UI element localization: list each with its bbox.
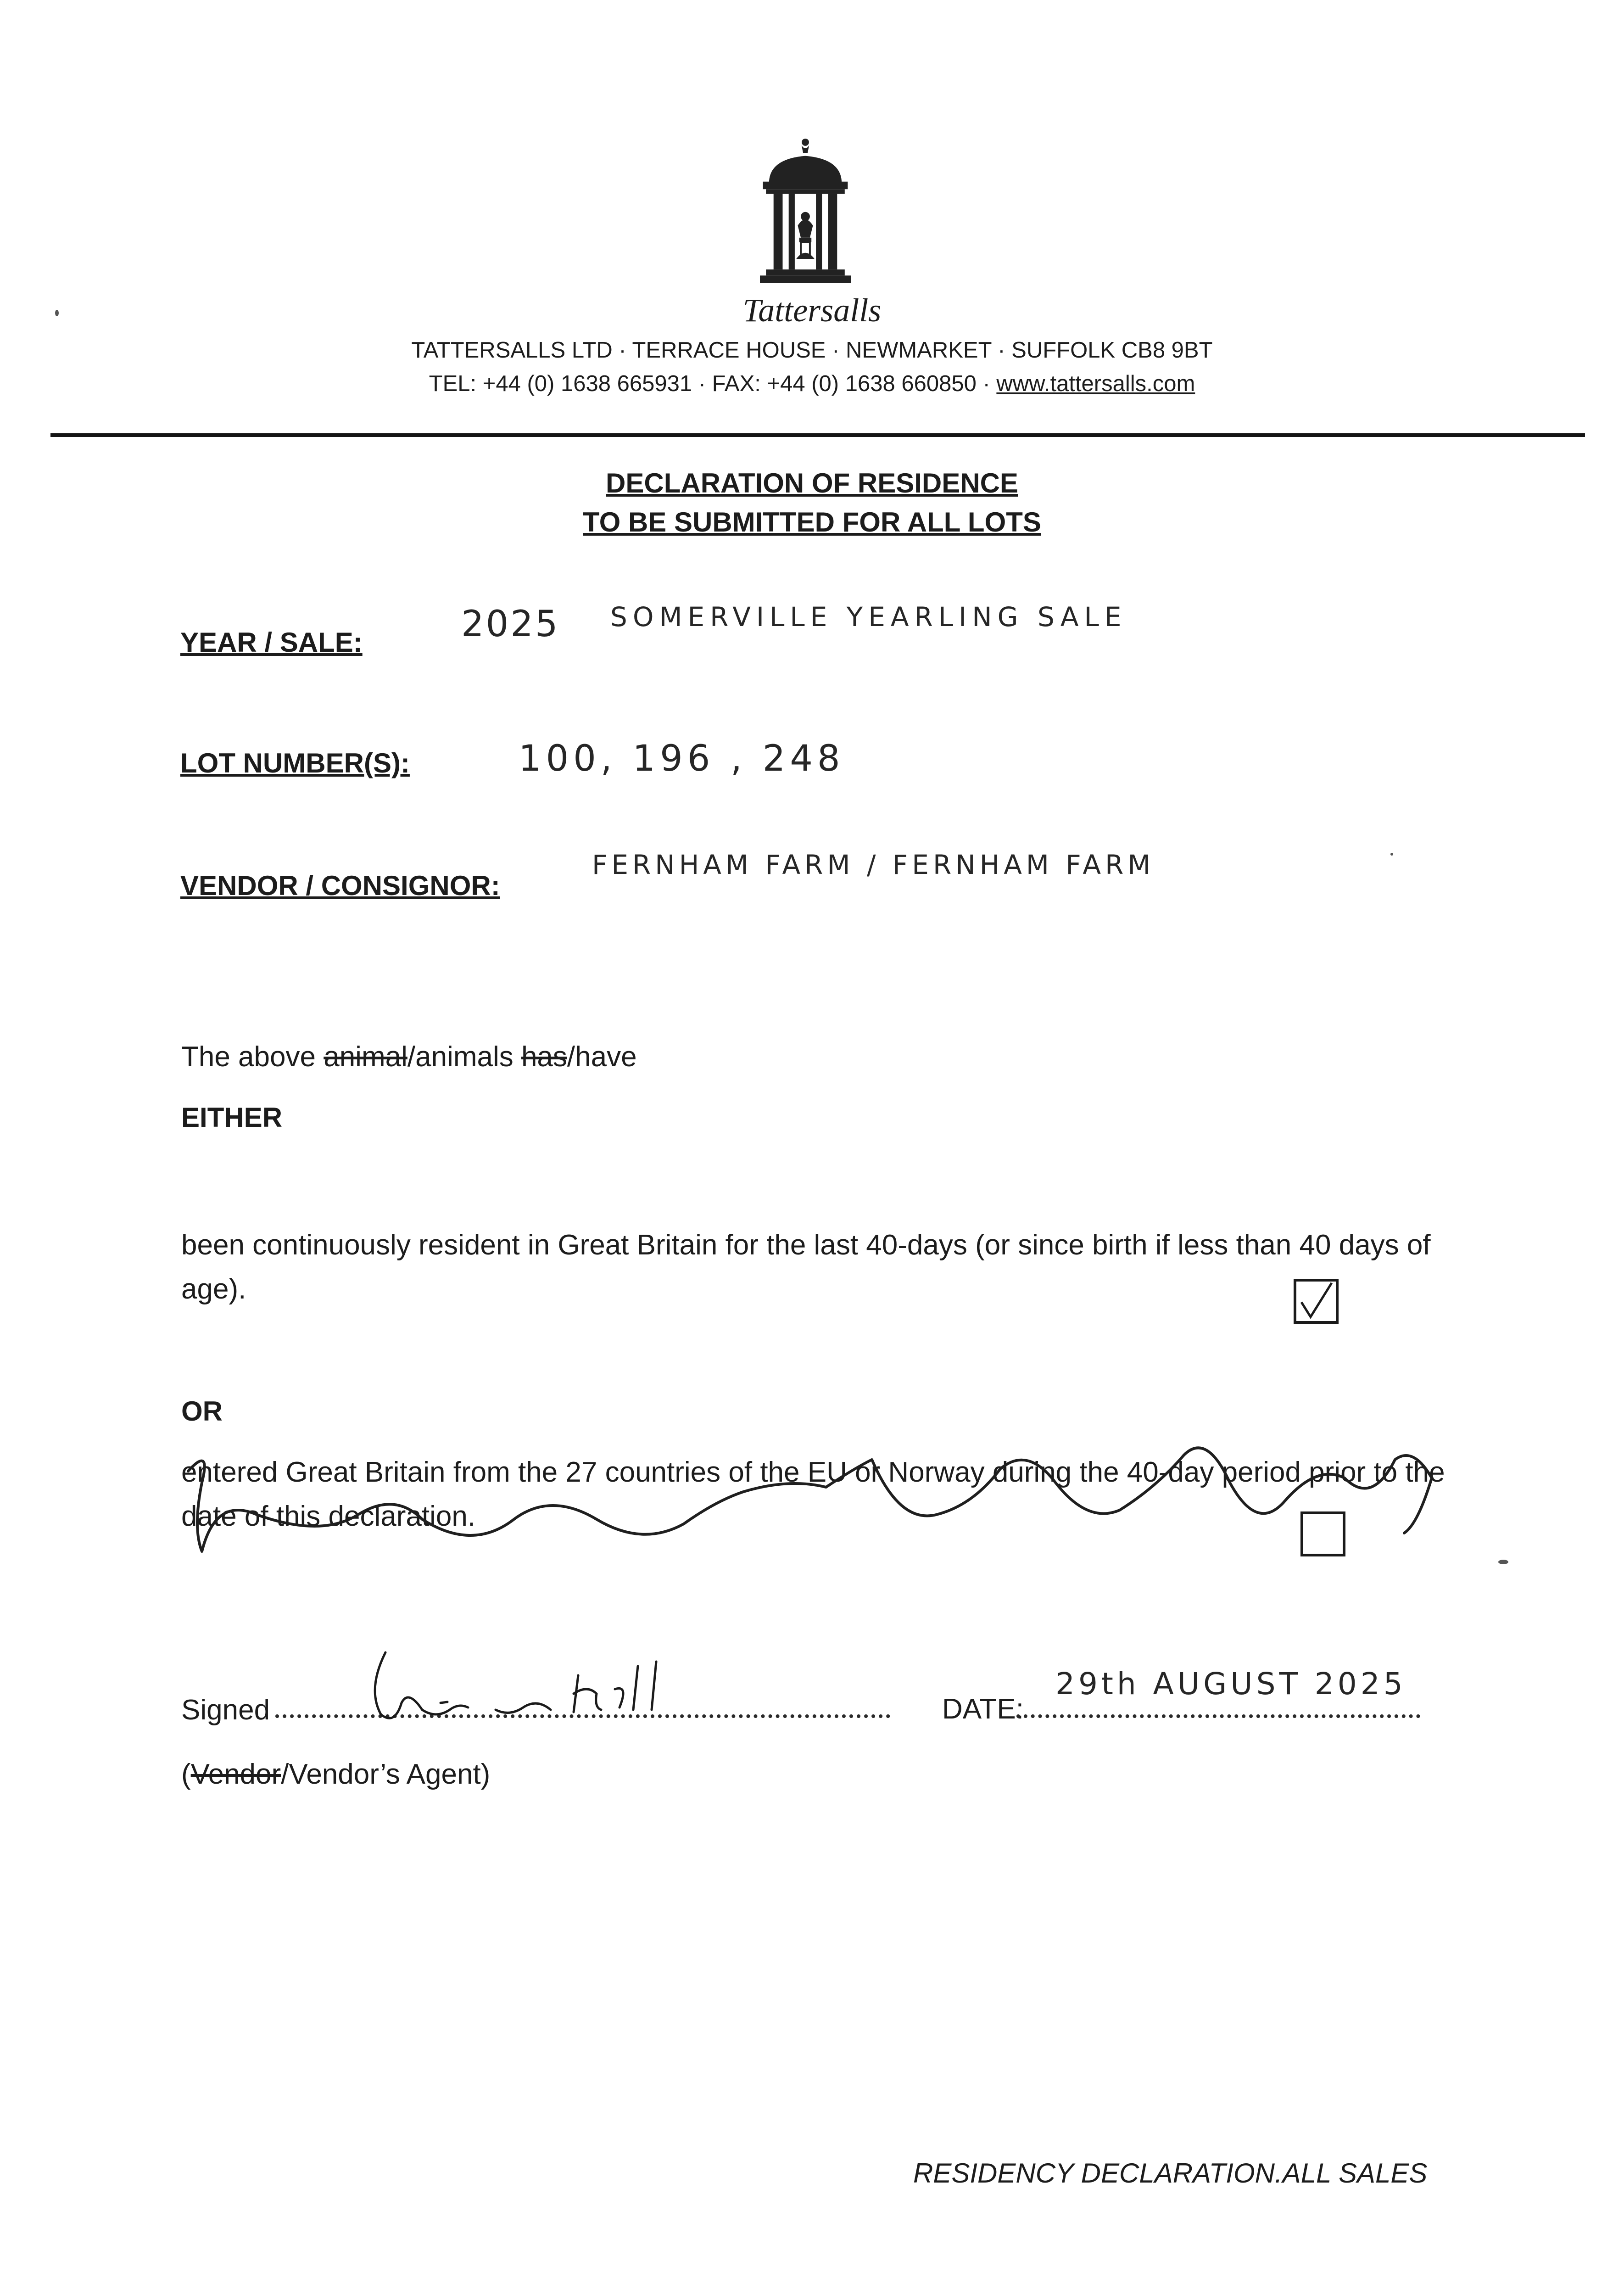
year-sale-label: YEAR / SALE: [180,627,363,658]
scan-speck [1390,853,1393,856]
either-heading: EITHER [181,1102,283,1133]
option1-checkbox[interactable] [1293,1278,1339,1324]
option2-text: entered Great Britain from the 27 countries of the EU or Norway during the 40-day period prior to the date of this declaration. [181,1456,1445,1532]
vendor-struck: Vendor [190,1758,281,1790]
footer-label: RESIDENCY DECLARATION.ALL SALES [913,2158,1428,2189]
brand-name: Tattersalls [742,292,882,329]
has-struck: has [521,1041,567,1073]
phone-fax: TEL: +44 (0) 1638 665931 · FAX: +44 (0) 1638 660850 · [429,371,997,396]
sale-field[interactable]: SOMERVILLE YEARLING SALE [610,601,1127,633]
company-address: TATTERSALLS LTD · TERRACE HOUSE · NEWMARKET · SUFFOLK CB8 9BT [411,338,1213,363]
animal-struck: animal [324,1041,407,1073]
signed-label: Signed [181,1694,270,1726]
option2-checkbox[interactable] [1300,1511,1346,1557]
website-link[interactable]: www.tattersalls.com [996,371,1195,396]
or-heading: OR [181,1396,223,1427]
header-divider [50,433,1585,437]
option1-text: been continuously resident in Great Britain for the last 40-days (or since birth if less than 40 days of age). [181,1229,1431,1305]
check-icon [1301,1283,1332,1317]
date-field[interactable]: 29th AUGUST 2025 [1055,1666,1406,1702]
date-label: DATE: [942,1693,1024,1725]
tattersalls-logo [730,138,881,289]
vendor-consignor-label: VENDOR / CONSIGNOR: [180,870,500,901]
animals-statement: The above animal/animals has/have [181,1041,637,1073]
page-title-line2: TO BE SUBMITTED FOR ALL LOTS [583,507,1041,537]
vendor-consignor-field[interactable]: FERNHAM FARM / FERNHAM FARM [592,849,1155,880]
page-title-line1: DECLARATION OF RESIDENCE [606,468,1018,498]
signature-mark[interactable] [358,1634,688,1726]
scan-speck [1498,1560,1508,1564]
scan-speck [55,310,59,316]
year-field[interactable]: 2025 [461,604,560,645]
lot-numbers-label: LOT NUMBER(S): [180,748,410,778]
lot-numbers-field[interactable]: 100, 196 , 248 [519,738,845,779]
contact-line [0,371,1624,397]
date-line [1016,1714,1420,1718]
vendor-agent-caption: (Vendor/Vendor’s Agent) [181,1758,491,1790]
